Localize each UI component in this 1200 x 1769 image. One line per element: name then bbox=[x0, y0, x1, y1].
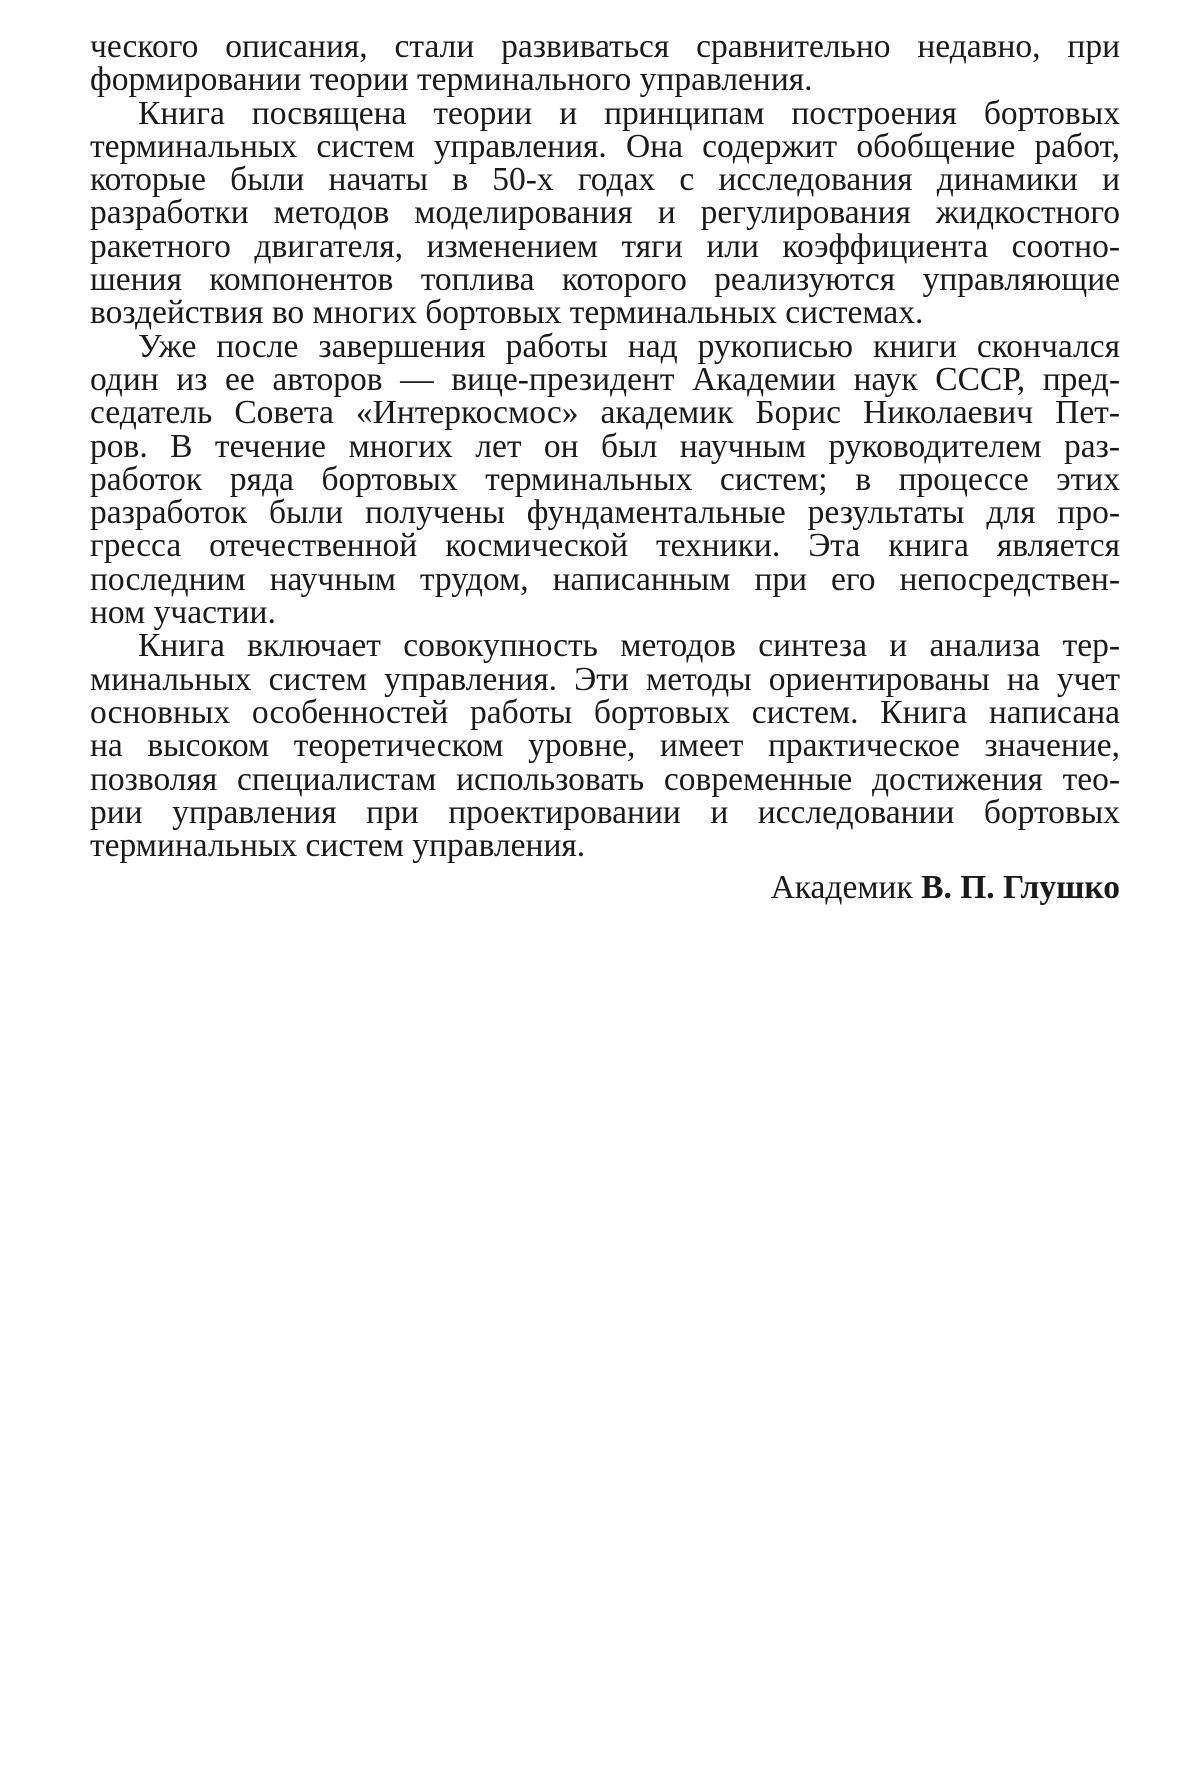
text-line: на высоком теоретическом уровне, имеет практическое значение, bbox=[90, 727, 1120, 765]
text-line: Книга включает совокупность методов синтеза и анализа тер- bbox=[138, 627, 1120, 665]
signature-name: В. П. Глушко bbox=[921, 869, 1120, 907]
paragraph bbox=[90, 94, 1120, 332]
text-line: ческого описания, стали развиваться сравнительно недавно, при bbox=[90, 28, 1120, 65]
text-line: разработок были получены фундаментальные результаты для про- bbox=[90, 494, 1120, 532]
text-line: терминальных систем управления. Она содержит обобщение работ, bbox=[90, 127, 1120, 165]
text-line: последним научным трудом, написанным при его непосредствен- bbox=[90, 560, 1120, 598]
paragraph bbox=[90, 30, 1120, 97]
text-line: гресса отечественной космической техники. Эта книга является bbox=[90, 527, 1120, 565]
signature-title: Академик bbox=[770, 869, 913, 907]
text-line: терминальных систем управления. bbox=[90, 827, 586, 865]
text-line: седатель Совета «Интеркосмос» академик Борис Николаевич Пет- bbox=[90, 394, 1120, 432]
signature bbox=[90, 871, 1120, 905]
body-text bbox=[90, 28, 1120, 865]
text-line: ракетного двигателя, изменением тяги или коэффициента соотно- bbox=[90, 227, 1120, 265]
text-line: воздействия во многих бортовых терминальных системах. bbox=[90, 294, 924, 332]
paragraph bbox=[90, 627, 1120, 865]
text-line: разработки методов моделирования и регулирования жидкостного bbox=[90, 194, 1120, 232]
document-page bbox=[90, 30, 1120, 905]
text-line: рии управления при проектировании и исследовании бортовых bbox=[90, 793, 1120, 831]
text-line: один из ее авторов — вице-президент Академии наук СССР, пред- bbox=[90, 360, 1120, 398]
text-line: Книга посвящена теории и принципам построения бортовых bbox=[138, 94, 1120, 132]
paragraph bbox=[90, 327, 1120, 632]
text-line: ров. В течение многих лет он был научным руководителем раз- bbox=[90, 427, 1120, 465]
text-line: формировании теории терминального управления. bbox=[90, 61, 813, 99]
text-line: Уже после завершения работы над рукописью книги скончался bbox=[138, 327, 1120, 365]
text-line: минальных систем управления. Эти методы ориентированы на учет bbox=[90, 660, 1120, 698]
text-line: основных особенностей работы бортовых систем. Книга написана bbox=[90, 693, 1120, 731]
text-line: позволяя специалистам использовать современные достижения тео- bbox=[90, 760, 1120, 798]
text-line: которые были начаты в 50-х годах с исследования динамики и bbox=[90, 161, 1120, 199]
text-line: ном участии. bbox=[90, 594, 276, 632]
text-line: шения компонентов топлива которого реализуются управляющие bbox=[90, 261, 1120, 299]
text-line: работок ряда бортовых терминальных систем; в процессе этих bbox=[90, 460, 1120, 498]
